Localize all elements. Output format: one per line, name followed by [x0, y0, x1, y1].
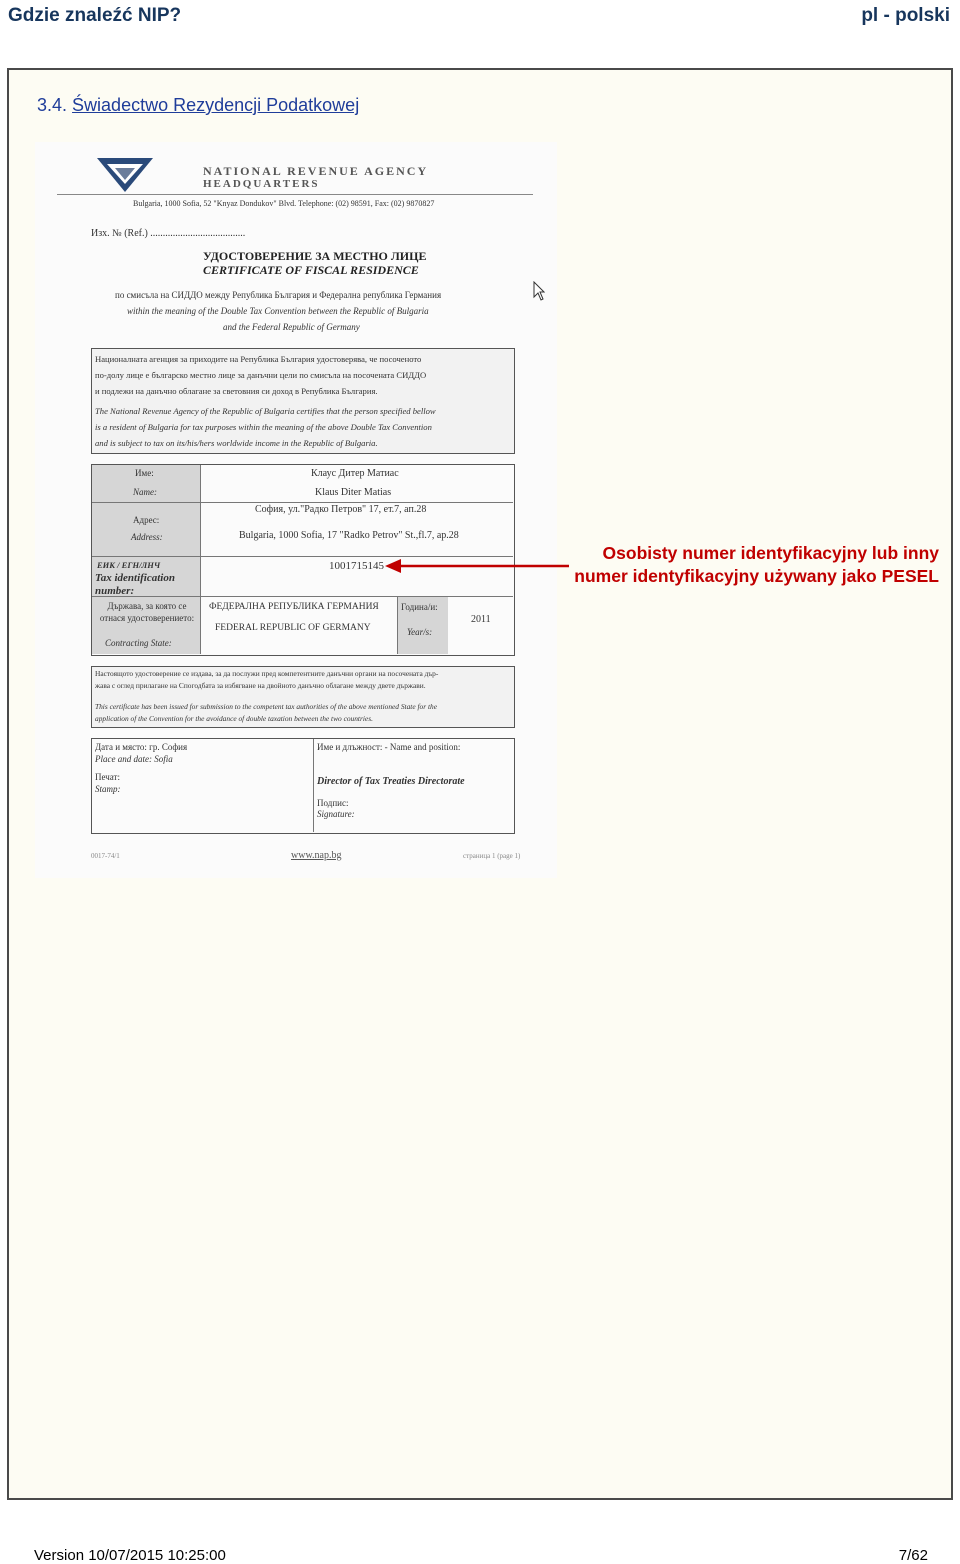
place-date-en: Place and date: Sofia	[95, 754, 173, 764]
agency-name-line1: NATIONAL REVENUE AGENCY	[203, 164, 429, 178]
ref-line: Изх. № (Ref.) ......................................	[91, 228, 246, 239]
name-value-bg: Клаус Дитер Матиас	[311, 468, 399, 479]
section-title-text: Świadectwo Rezydencji Podatkowej	[72, 95, 360, 115]
declaration-bg-2: по-долу лице е българско местно лице за данъчни цели по смисъла на посочената СИДДО	[95, 370, 427, 380]
agency-logo-icon	[95, 156, 155, 194]
signature-en: Signature:	[317, 809, 355, 819]
tin-label-en: Tax identification number:	[95, 572, 175, 597]
content-frame	[7, 68, 953, 1500]
logo-divider	[57, 194, 533, 195]
certificate-scan	[35, 142, 557, 878]
issued-en-2: application of the Convention for the avoidance of double taxation between the two countries.	[95, 714, 373, 723]
page-header	[0, 0, 960, 34]
declaration-bg-3: и подлежи на данъчно облагане за световния си доход в Република България.	[95, 386, 378, 396]
stamp-bg: Печат:	[95, 772, 120, 782]
header-title: Gdzie znaleźć NIP?	[8, 5, 182, 26]
footer-page-number: 7/62	[898, 1547, 928, 1564]
tin-label-bg: ЕИК / ЕГН/ЛНЧ	[97, 560, 161, 570]
state-value-en: FEDERAL REPUBLIC OF GERMANY	[215, 623, 371, 633]
address-value-en: Bulgaria, 1000 Sofia, 17 "Radko Petrov" St.,fl.7, ap.28	[239, 530, 459, 541]
table-column-divider	[200, 465, 201, 654]
address-label-en: Address:	[131, 532, 163, 542]
place-date-bg: Дата и място: гр. София	[95, 742, 188, 752]
signature-column-divider	[313, 739, 314, 832]
declaration-en-2: is a resident of Bulgaria for tax purposes within the meaning of the above Double Tax Convention	[95, 422, 432, 432]
name-label-bg: Име:	[135, 468, 154, 478]
declaration-en-3: and is subject to tax on its/his/hers worldwide income in the Republic of Bulgaria.	[95, 438, 378, 448]
stamp-en: Stamp:	[95, 784, 121, 794]
tin-callout: Osobisty numer identyfikacyjny lub inny numer identyfikacyjny używany jako PESEL	[574, 543, 939, 586]
name-value-en: Klaus Diter Matias	[315, 487, 392, 498]
agency-name-line2: HEADQUARTERS	[203, 178, 320, 190]
footer-version: Version 10/07/2015 10:25:00	[34, 1547, 226, 1564]
section-title	[37, 95, 359, 116]
scan-footer-page: страница 1 (page 1)	[463, 852, 521, 860]
address-label-bg: Адрес:	[133, 515, 160, 525]
signature-bg: Подпис:	[317, 798, 349, 808]
state-label-en: Contracting State:	[105, 638, 172, 648]
state-value-bg: ФЕДЕРАЛНА РЕПУБЛИКА ГЕРМАНИЯ	[209, 602, 379, 612]
issued-en-1: This certificate has been issued for submission to the competent tax authorities of the above mentioned State for the	[95, 702, 437, 711]
within-en2: and the Federal Republic of Germany	[223, 322, 360, 332]
section-number: 3.4.	[37, 95, 68, 115]
declaration-bg-1: Националната агенция за приходите на Република България удостоверява, че посоченото	[95, 354, 422, 364]
issued-bg-2: жава с оглед прилагане на Спогодбата за избягване на двойното данъчно облагане между двете държави.	[95, 681, 426, 690]
scan-footer-web: www.nap.bg	[291, 850, 342, 861]
tin-value: 1001715145	[329, 560, 384, 572]
year-label-bg: Година/и:	[401, 602, 438, 612]
state-label-bg: Държава, за която се отнася удостоверението:	[99, 601, 195, 623]
cert-title-bg: УДОСТОВЕРЕНИЕ ЗА МЕСТНО ЛИЦЕ	[203, 249, 427, 263]
position-value: Director of Tax Treaties Directorate	[317, 776, 465, 787]
year-value: 2011	[471, 614, 491, 625]
within-en1: within the meaning of the Double Tax Convention between the Republic of Bulgaria	[127, 306, 429, 316]
table-row-divider	[92, 502, 513, 503]
year-label-en: Year/s:	[407, 627, 433, 637]
callout-arrow-icon	[385, 558, 569, 574]
table-row-divider	[92, 556, 513, 557]
scan-footer-code: 0017-74/1	[91, 852, 120, 860]
declaration-en-1: The National Revenue Agency of the Republic of Bulgaria certifies that the person specified bellow	[95, 406, 436, 416]
issued-bg-1: Настоящото удостоверение се издава, за да послужи пред компетентните данъчни органи на посочената дър-	[95, 669, 439, 678]
position-label: Име и длъжност: - Name and position:	[317, 742, 461, 752]
name-label-en: Name:	[133, 487, 157, 497]
within-bg: по смисъла на СИДДО между Република България и Федерална република Германия	[115, 290, 442, 300]
header-language: pl - polski	[861, 5, 950, 26]
address-value-bg: София, ул."Радко Петров" 17, ет.7, ап.28	[255, 504, 427, 515]
agency-address: Bulgaria, 1000 Sofia, 52 "Knyaz Dondukov" Blvd. Telephone: (02) 98591, Fax: (02) 9870827	[133, 199, 435, 208]
mouse-cursor-icon	[533, 281, 545, 301]
cert-title-en: CERTIFICATE OF FISCAL RESIDENCE	[203, 263, 419, 277]
